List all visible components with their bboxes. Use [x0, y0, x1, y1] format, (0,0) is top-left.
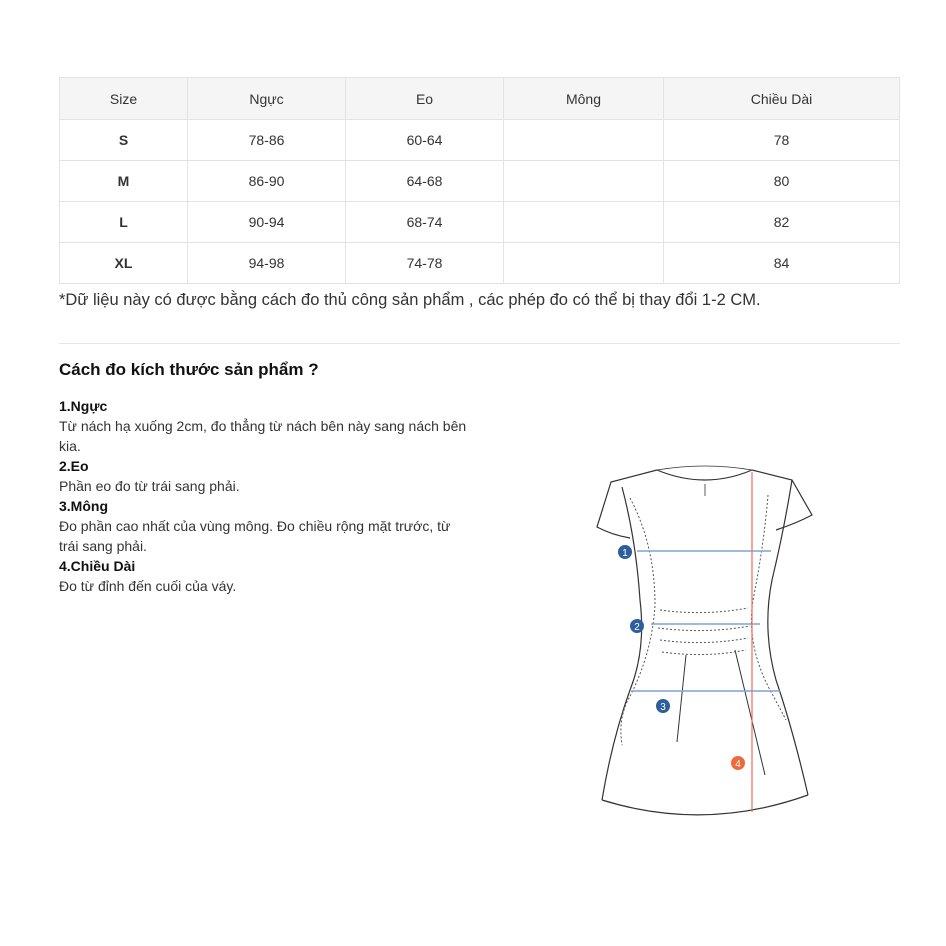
- table-cell: 78-86: [188, 120, 346, 161]
- table-cell-size: XL: [60, 243, 188, 284]
- dress-measurement-diagram: [580, 455, 820, 825]
- measurement-guide: [59, 396, 469, 596]
- table-cell: 74-78: [346, 243, 504, 284]
- dress-outline: [597, 466, 812, 815]
- marker-length-label: 4: [735, 759, 741, 770]
- header-hip: Mông: [504, 78, 664, 120]
- measurement-note: *Dữ liệu này có được bằng cách đo thủ công sản phẩm , các phép đo có thể bị thay đổi 1-2 CM.: [59, 291, 761, 309]
- stitch-lines: [621, 495, 786, 745]
- step-text-hip: Đo phần cao nhất của vùng mông. Đo chiều rộng mặt trước, từ trái sang phải.: [59, 518, 451, 554]
- table-cell: [504, 161, 664, 202]
- table-cell: 90-94: [188, 202, 346, 243]
- table-cell: 68-74: [346, 202, 504, 243]
- marker-waist-label: 2: [634, 622, 640, 633]
- table-cell-size: S: [60, 120, 188, 161]
- table-cell: 82: [664, 202, 900, 243]
- step-heading-chest: 1.Ngực: [59, 398, 108, 414]
- table-cell-size: L: [60, 202, 188, 243]
- table-row: [60, 120, 900, 161]
- step-heading-waist: 2.Eo: [59, 458, 89, 474]
- header-waist: Eo: [346, 78, 504, 120]
- step-heading-length: 4.Chiều Dài: [59, 558, 136, 574]
- header-length: Chiều Dài: [664, 78, 900, 120]
- header-size: Size: [60, 78, 188, 120]
- step-text-length: Đo từ đỉnh đến cuối của váy.: [59, 578, 237, 594]
- divider: [59, 343, 900, 344]
- size-table: [59, 77, 900, 284]
- table-cell: [504, 120, 664, 161]
- table-cell-size: M: [60, 161, 188, 202]
- table-cell: 78: [664, 120, 900, 161]
- marker-chest-label: 1: [622, 548, 628, 559]
- step-text-waist: Phần eo đo từ trái sang phải.: [59, 478, 240, 494]
- table-cell: 60-64: [346, 120, 504, 161]
- table-cell: 80: [664, 161, 900, 202]
- table-cell: 86-90: [188, 161, 346, 202]
- step-heading-hip: 3.Mông: [59, 498, 108, 514]
- table-row: [60, 202, 900, 243]
- table-header-row: [60, 78, 900, 120]
- table-row: [60, 161, 900, 202]
- header-chest: Ngực: [188, 78, 346, 120]
- table-row: [60, 243, 900, 284]
- table-cell: 84: [664, 243, 900, 284]
- marker-hip-label: 3: [660, 702, 666, 713]
- table-cell: [504, 243, 664, 284]
- step-text-chest: Từ nách hạ xuống 2cm, đo thẳng từ nách bên này sang nách bên kia.: [59, 418, 467, 454]
- table-cell: 64-68: [346, 161, 504, 202]
- markers: [618, 545, 745, 770]
- table-cell: [504, 202, 664, 243]
- guide-title: Cách đo kích thước sản phẩm ?: [59, 360, 319, 379]
- table-cell: 94-98: [188, 243, 346, 284]
